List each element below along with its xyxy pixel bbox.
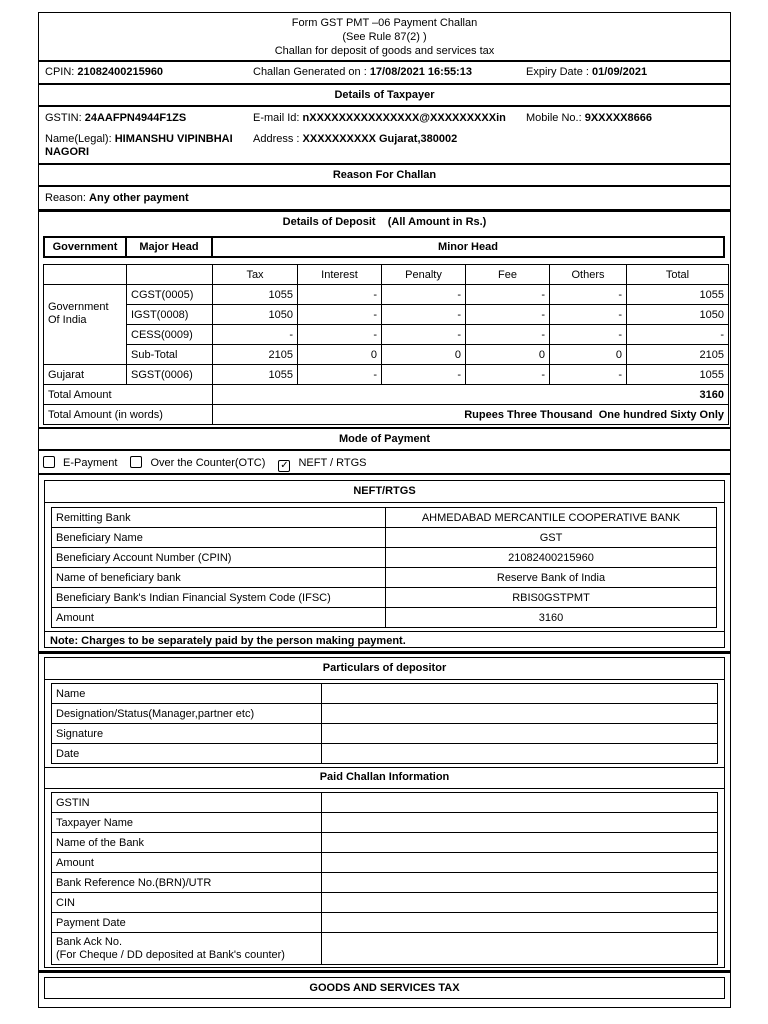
minor-head: Minor Head <box>212 237 724 257</box>
footer-section <box>38 971 731 1008</box>
depositor-table <box>51 683 718 764</box>
table-row: CESS(0009) - - - - - - <box>44 325 729 345</box>
col-others: Others <box>550 265 627 285</box>
table-row: Taxpayer Name <box>52 813 718 833</box>
mode-row <box>38 450 731 474</box>
mode-header: Mode of Payment <box>38 428 731 450</box>
beneficiary-account: 21082400215960 <box>386 548 717 568</box>
form-subtitle: Challan for deposit of goods and services tax <box>274 45 495 57</box>
generated-field: Challan Generated on : 17/08/2021 16:55:13 <box>253 66 472 78</box>
form-title: Form GST PMT –06 Payment Challan <box>291 17 478 29</box>
paid-taxpayer-field[interactable] <box>322 813 718 833</box>
title-block <box>38 12 731 61</box>
words-label: Total Amount (in words) <box>44 405 213 425</box>
total-label: Total Amount <box>44 385 213 405</box>
gstin-field: GSTIN: 24AAFPN4944F1ZS <box>45 112 187 124</box>
col-interest: Interest <box>298 265 382 285</box>
state-cell: Gujarat <box>44 365 127 385</box>
table-row: Name of the Bank <box>52 833 718 853</box>
expiry-field: Expiry Date : 01/09/2021 <box>526 66 648 78</box>
address-value: XXXXXXXXXX Gujarat,380002 <box>302 133 458 145</box>
bank-ack-field[interactable] <box>322 933 718 965</box>
total-row <box>44 385 729 405</box>
checkbox-checked-icon[interactable]: ✓ <box>280 460 289 471</box>
reason-value: Any other payment <box>89 192 189 204</box>
table-row: Gujarat SGST(0006) 1055 - - - - 1055 <box>44 365 729 385</box>
reason-header: Reason For Challan <box>38 164 731 186</box>
paid-gstin-field[interactable] <box>322 793 718 813</box>
table-row: GSTIN <box>52 793 718 813</box>
govt-india-cell: Government Of India <box>44 285 127 365</box>
charges-note: Note: Charges to be separately paid by the person making payment. <box>50 635 406 647</box>
cpin-field: CPIN: 21082400215960 <box>45 66 164 78</box>
ifsc-code: RBIS0GSTPMT <box>386 588 717 608</box>
major-head: Major Head <box>126 237 212 257</box>
depositor-inner <box>44 657 725 968</box>
paid-challan-header: Paid Challan Information <box>319 771 450 783</box>
col-fee: Fee <box>466 265 550 285</box>
table-row: Beneficiary Account Number (CPIN) 21082400215960 <box>52 548 717 568</box>
cpin-value: 21082400215960 <box>77 66 164 78</box>
major-head-cell: SGST(0006) <box>127 365 213 385</box>
cpin-row <box>38 61 731 84</box>
neft-inner <box>44 480 725 648</box>
generated-value: 17/08/2021 16:55:13 <box>369 66 472 78</box>
table-row: Beneficiary Bank's Indian Financial System Code (IFSC) RBIS0GSTPMT <box>52 588 717 608</box>
depositor-section <box>38 652 731 971</box>
beneficiary-name: GST <box>386 528 717 548</box>
mobile-field: Mobile No.: 9XXXXX8666 <box>526 112 652 124</box>
deposit-section <box>38 210 731 428</box>
table-row: Beneficiary Name GST <box>52 528 717 548</box>
table-row: Remitting Bank AHMEDABAD MERCANTILE COOPERATIVE BANK <box>52 508 717 528</box>
expiry-value: 01/09/2021 <box>592 66 648 78</box>
table-row: Designation/Status(Manager,partner etc) <box>52 704 718 724</box>
brn-field[interactable] <box>322 873 718 893</box>
signature-field[interactable] <box>322 724 718 744</box>
legal-name-value-2: NAGORI <box>45 146 89 158</box>
form-rule: (See Rule 87(2) ) <box>342 31 427 43</box>
epayment-option[interactable]: E-Payment <box>43 457 117 469</box>
taxpayer-block <box>38 106 731 164</box>
deposit-header: Details of Deposit (All Amount in Rs.) <box>282 216 487 228</box>
neft-table <box>51 507 717 628</box>
legal-name-field: Name(Legal): HIMANSHU VIPINBHAI NAGORI <box>45 133 233 158</box>
mobile-value: 9XXXXX8666 <box>584 112 652 124</box>
gstin-value: 24AAFPN4944F1ZS <box>84 112 187 124</box>
col-tax: Tax <box>213 265 298 285</box>
date-field[interactable] <box>322 744 718 764</box>
neft-section <box>38 474 731 652</box>
deposit-head-table <box>43 236 725 258</box>
total-value: 3160 <box>213 385 729 405</box>
remitting-bank: AHMEDABAD MERCANTILE COOPERATIVE BANK <box>386 508 717 528</box>
table-row: Date <box>52 744 718 764</box>
table-row: Bank Reference No.(BRN)/UTR <box>52 873 718 893</box>
neft-amount: 3160 <box>386 608 717 628</box>
table-row: Signature <box>52 724 718 744</box>
cin-field[interactable] <box>322 893 718 913</box>
major-head-cell: IGST(0008) <box>127 305 213 325</box>
checkbox-icon[interactable] <box>43 456 55 468</box>
words-value: Rupees Three Thousand One hundred Sixty Only <box>213 405 729 425</box>
words-row <box>44 405 729 425</box>
major-head-cell: CGST(0005) <box>127 285 213 305</box>
designation-field[interactable] <box>322 704 718 724</box>
table-row: Name of beneficiary bank Reserve Bank of India <box>52 568 717 588</box>
table-row: Sub-Total 2105 0 0 0 0 2105 <box>44 345 729 365</box>
table-row: Payment Date <box>52 913 718 933</box>
table-row: IGST(0008) 1050 - - - - 1050 <box>44 305 729 325</box>
beneficiary-bank: Reserve Bank of India <box>386 568 717 588</box>
legal-name-value: HIMANSHU VIPINBHAI <box>114 133 233 145</box>
address-field: Address : XXXXXXXXXX Gujarat,380002 <box>253 133 458 145</box>
email-field: E-mail Id: nXXXXXXXXXXXXXXX@XXXXXXXXXin <box>253 112 506 124</box>
col-penalty: Penalty <box>382 265 466 285</box>
paid-challan-table <box>51 792 718 965</box>
depositor-name-field[interactable] <box>322 684 718 704</box>
table-row: Bank Ack No. (For Cheque / DD deposited at Bank's counter) <box>52 933 718 965</box>
depositor-header: Particulars of depositor <box>322 662 447 674</box>
table-row: Amount <box>52 853 718 873</box>
reason-row: Reason: Any other payment <box>38 186 731 210</box>
paid-amount-field[interactable] <box>322 853 718 873</box>
major-head-cell: CESS(0009) <box>127 325 213 345</box>
payment-date-field[interactable] <box>322 913 718 933</box>
neft-option[interactable]: ✓ NEFT / RTGS <box>280 457 367 471</box>
table-row: Government Of India CGST(0005) 1055 - - - - 1055 <box>44 285 729 305</box>
subtotal-cell: Sub-Total <box>127 345 213 365</box>
table-row: Amount 3160 <box>52 608 717 628</box>
taxpayer-header: Details of Taxpayer <box>38 84 731 106</box>
checkbox-icon[interactable] <box>130 456 142 468</box>
paid-bank-field[interactable] <box>322 833 718 853</box>
table-row: Name <box>52 684 718 704</box>
table-row: CIN <box>52 893 718 913</box>
deposit-table <box>43 264 729 425</box>
col-total: Total <box>627 265 729 285</box>
otc-option[interactable]: Over the Counter(OTC) <box>130 457 265 469</box>
email-value: nXXXXXXXXXXXXXXX@XXXXXXXXXin <box>302 112 506 124</box>
neft-header: NEFT/RTGS <box>353 485 416 497</box>
government-head: Government <box>44 237 126 257</box>
footer-title: GOODS AND SERVICES TAX <box>44 977 725 999</box>
